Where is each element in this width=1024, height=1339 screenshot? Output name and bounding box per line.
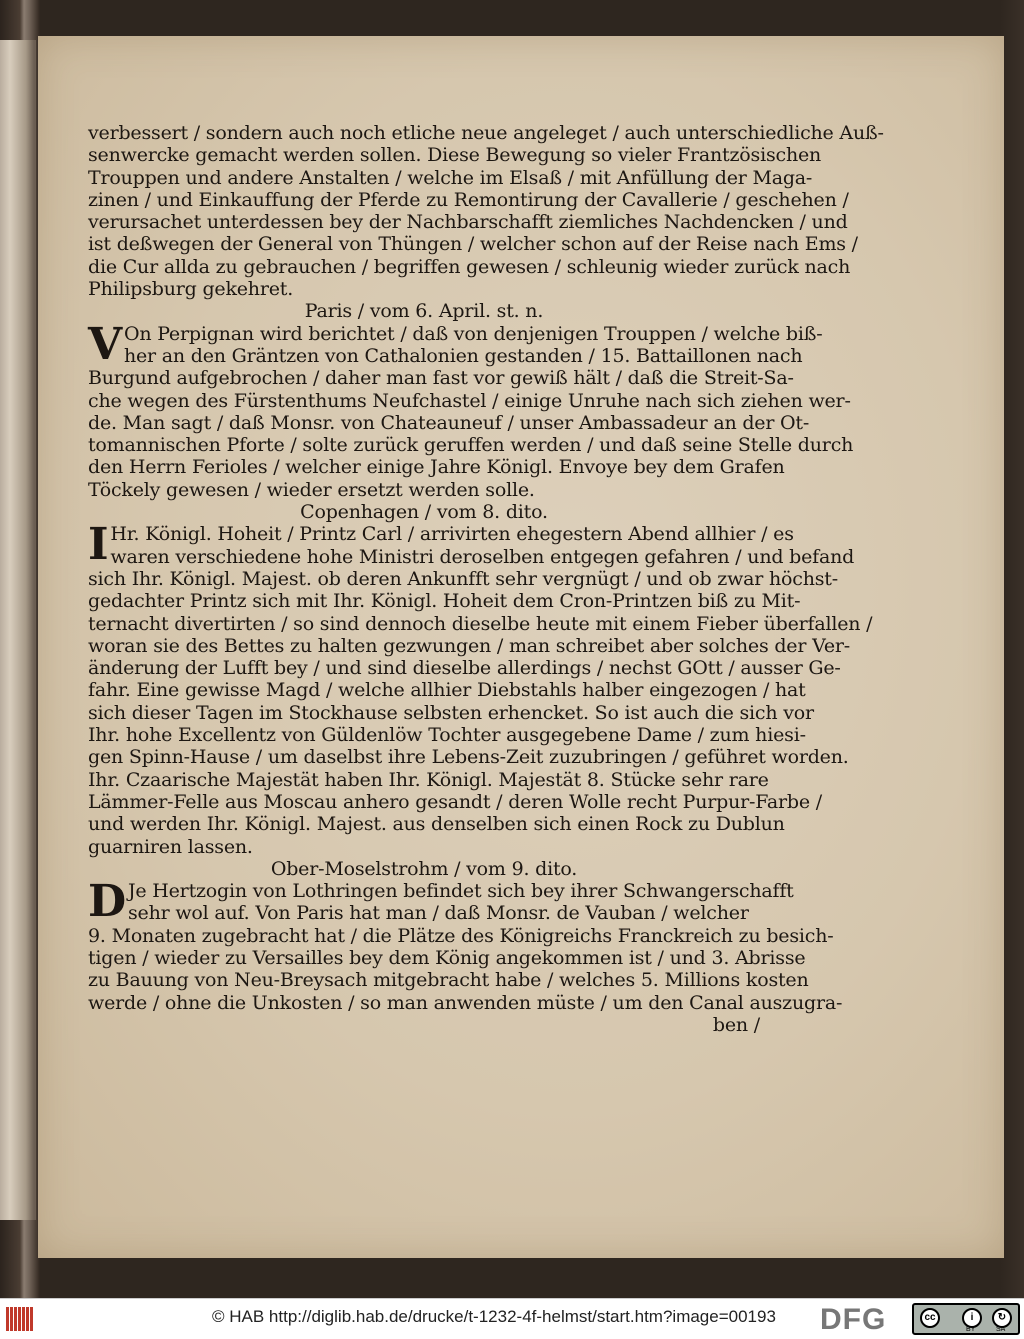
- dropcap-paris: V: [88, 318, 122, 370]
- cc-icon: cc: [920, 1308, 940, 1328]
- paris_lines-line: On Perpignan wird berichtet / daß von denjenigen Trouppen / welche biß-: [123, 322, 823, 345]
- dropcap-copenhagen: I: [88, 519, 109, 571]
- paris-paragraph: [88, 318, 854, 501]
- copenhagen-paragraph: [88, 519, 873, 858]
- lines-line: ist deßwegen der General von Thüngen / welcher schon auf der Reise nach Ems /: [88, 233, 858, 256]
- left-page-edge: [0, 40, 36, 1220]
- by-icon: i: [962, 1308, 982, 1328]
- paris_lines-line: tomannischen Pforte / solte zurück geruffen werden / und daß seine Stelle durch: [88, 434, 854, 457]
- cc-license-badge[interactable]: [912, 1303, 1020, 1335]
- copenhagen_lines-line: fahr. Eine gewisse Magd / welche allhier Diebstahls halber eingezogen / hat: [88, 679, 806, 702]
- copenhagen_lines-line: sich dieser Tagen im Stockhause selbsten erhencket. So ist auch die sich vor: [88, 701, 814, 724]
- heading-copenhagen: Copenhagen / vom 8. dito.: [300, 501, 548, 524]
- copenhagen_lines-line: guarniren lassen.: [88, 835, 253, 858]
- copenhagen_lines-line: woran sie des Bettes zu halten gezwungen / man schreibet aber solches der Ver-: [88, 634, 850, 657]
- lines-line: Trouppen und andere Anstalten / welche im Elsaß / mit Anfüllung der Maga-: [88, 166, 813, 189]
- copenhagen_lines-line: Ihr. Czaarische Majestät haben Ihr. Königl. Majestät 8. Stücke sehr rare: [88, 768, 769, 791]
- mosel_lines-line: werde / ohne die Unkosten / so man anwenden müste / um den Canal auszugra-: [88, 991, 843, 1014]
- cc-by-label: BY: [966, 1326, 976, 1333]
- lines-line: verursachet unterdessen bey der Nachbarschafft ziemliches Nachdencken / und: [88, 211, 848, 234]
- copenhagen_lines-line: und werden Ihr. Königl. Majest. aus denselben sich einen Rock zu Dublun: [88, 813, 785, 836]
- heading-paris: Paris / vom 6. April. st. n.: [304, 300, 544, 323]
- mosel_lines-line: zu Bauung von Neu-Breysach mitgebracht habe / welches 5. Millions kosten: [88, 969, 809, 992]
- intro-paragraph: [88, 122, 884, 301]
- copenhagen_lines-line: sich Ihr. Königl. Majest. ob deren Ankunfft sehr vergnügt / und ob zwar höchst-: [88, 567, 838, 590]
- cc-sa-label: SA: [996, 1326, 1006, 1333]
- lines-line: Philipsburg gekehret.: [88, 278, 294, 301]
- copenhagen_lines-line: Ihr. hohe Excellentz von Güldenlöw Tochter ausgegebene Dame / zum hiesi-: [88, 724, 806, 747]
- paris_lines-line: Burgund aufgebrochen / daher man fast vor gewiß hält / daß die Streit-Sa-: [88, 367, 794, 390]
- hab-logo-icon: [6, 1307, 36, 1331]
- mosel_lines-line: tigen / wieder zu Versailles bey dem König angekommen ist / und 3. Abrisse: [88, 946, 806, 969]
- copenhagen_lines-line: waren verschiedene hohe Ministri deroselben entgegen gefahren / und befand: [110, 545, 855, 568]
- sa-icon: ↻: [992, 1308, 1012, 1328]
- catchword: ben /: [712, 1013, 760, 1036]
- paris_lines-line: de. Man sagt / daß Monsr. von Chateauneuf / unser Ambassadeur an der Ot-: [88, 411, 810, 434]
- dfg-logo: DFG: [820, 1303, 887, 1336]
- heading-mosel: Ober-Moselstrohm / vom 9. dito.: [270, 857, 578, 880]
- lines-line: senwercke gemacht werden sollen. Diese Bewegung so vieler Frantzösischen: [88, 144, 822, 167]
- copenhagen_lines-line: ternacht divertirten / so sind dennoch dieselbe heute mit einem Fieber überfallen /: [88, 612, 873, 635]
- mosel_lines-line: 9. Monaten zugebracht hat / die Plätze des Königreichs Franckreich zu besich-: [88, 924, 834, 947]
- paris_lines-line: Töckely gewesen / wieder ersetzt werden solle.: [88, 478, 535, 501]
- dropcap-mosel: D: [88, 876, 126, 928]
- lines-line: zinen / und Einkauffung der Pferde zu Remontirung der Cavallerie / geschehen /: [88, 188, 849, 211]
- paris_lines-line: her an den Gräntzen von Cathalonien gestanden / 15. Battaillonen nach: [123, 344, 803, 367]
- mosel_lines-line: Je Hertzogin von Lothringen befindet sich bey ihrer Schwangerschafft: [127, 880, 794, 903]
- paris_lines-line: che wegen des Fürstenthums Neufchastel / einige Unruhe nach sich ziehen wer-: [88, 389, 851, 412]
- copenhagen_lines-line: Hr. Königl. Hoheit / Printz Carl / arrivirten ehegestern Abend allhier / es: [110, 523, 794, 546]
- mosel-paragraph: [88, 876, 843, 1014]
- lines-line: die Cur allda zu gebrauchen / begriffen gewesen / schleunig wieder zurück nach: [88, 255, 851, 278]
- copenhagen_lines-line: Lämmer-Felle aus Moscau anhero gesandt / deren Wolle recht Purpur-Farbe /: [88, 790, 822, 813]
- paris_lines-line: den Herrn Ferioles / welcher einige Jahre Königl. Envoye bey dem Grafen: [88, 456, 785, 479]
- copyright-link[interactable]: © HAB http://diglib.hab.de/drucke/t-1232-4f-helmst/start.htm?image=00193: [212, 1307, 776, 1326]
- text-block: [88, 122, 884, 1036]
- copenhagen_lines-line: gen Spinn-Hause / um daselbst ihre Lebens-Zeit zuzubringen / geführet worden.: [88, 746, 849, 769]
- copenhagen_lines-line: gedachter Printz sich mit Ihr. Königl. Hoheit dem Cron-Printzen biß zu Mit-: [88, 590, 801, 613]
- copenhagen_lines-line: änderung der Lufft bey / und sind dieselbe allerdings / nechst GOtt / ausser Ge-: [88, 657, 841, 680]
- lines-line: verbessert / sondern auch noch etliche neue angeleget / auch unterschiedliche Auß-: [88, 122, 884, 144]
- footer-bar: [0, 1298, 1024, 1339]
- mosel_lines-line: sehr wol auf. Von Paris hat man / daß Monsr. de Vauban / welcher: [127, 902, 749, 925]
